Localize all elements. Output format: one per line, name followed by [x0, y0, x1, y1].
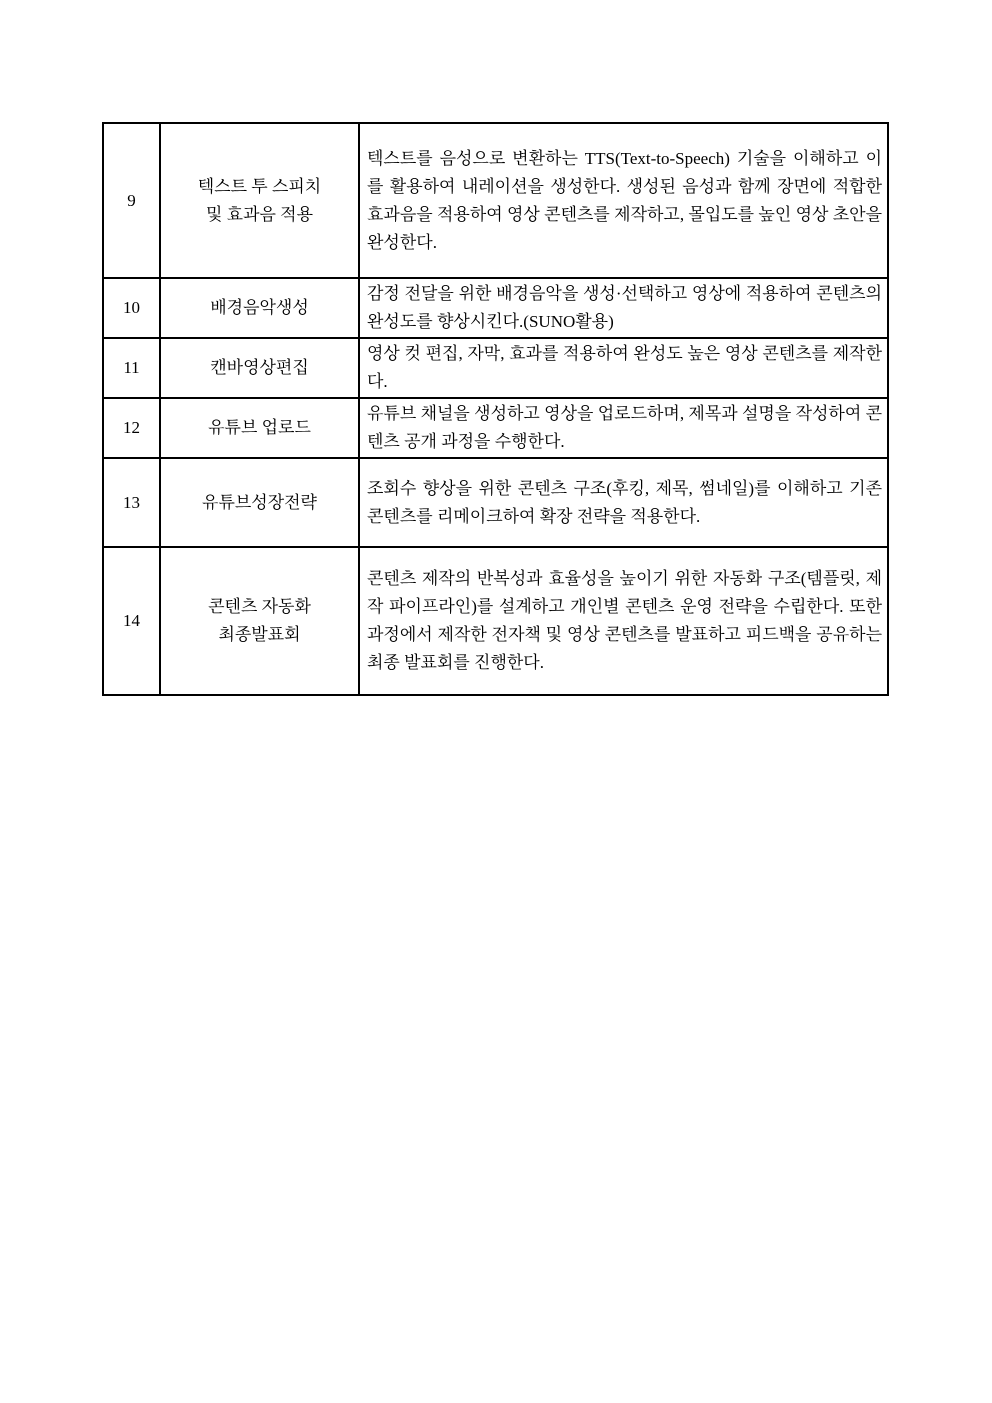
row-title-line: 최종발표회 [218, 625, 301, 644]
row-number-cell: 11 [103, 338, 160, 398]
row-number-cell: 13 [103, 458, 160, 547]
table-row [103, 338, 888, 398]
table-row [103, 398, 888, 458]
row-title-cell [160, 123, 359, 278]
row-title-line: 유튜브 업로드 [208, 418, 311, 437]
row-title-cell [160, 458, 359, 547]
table-row [103, 123, 888, 278]
row-description-cell: 콘텐츠 제작의 반복성과 효율성을 높이기 위한 자동화 구조(템플릿, 제작 파이프라인)를 설계하고 개인별 콘텐츠 운영 전략을 수립한다. 또한 과정에서 제작한 전자책 및 영상 콘텐츠를 발표하고 피드백을 공유하는 최종 발표회를 진행한다. [359, 547, 888, 695]
table-row [103, 547, 888, 695]
row-title-line: 및 효과음 적용 [205, 204, 314, 224]
row-number-cell: 9 [103, 123, 160, 278]
row-title-line: 콘텐츠 자동화 [208, 597, 311, 616]
row-title-cell [160, 547, 359, 695]
row-description-cell: 텍스트를 음성으로 변환하는 TTS(Text-to-Speech) 기술을 이해하고 이를 활용하여 내레이션을 생성한다. 생성된 음성과 함께 장면에 적합한 효과음을 적용하여 영상 콘텐츠를 제작하고, 몰입도를 높인 영상 초안을 완성한다. [359, 123, 888, 278]
row-number-cell: 10 [103, 278, 160, 338]
table-row [103, 458, 888, 547]
table-row [103, 278, 888, 338]
curriculum-table [102, 122, 889, 696]
row-title-cell [160, 338, 359, 398]
row-description-cell: 조회수 향상을 위한 콘텐츠 구조(후킹, 제목, 썸네일)를 이해하고 기존 콘텐츠를 리메이크하여 확장 전략을 적용한다. [359, 458, 888, 547]
row-number-cell: 12 [103, 398, 160, 458]
row-title-cell [160, 278, 359, 338]
row-title-line: 유튜브성장전략 [202, 492, 317, 512]
row-title-line: 텍스트 투 스피치 [197, 176, 322, 196]
row-title-line: 캔바영상편집 [210, 358, 309, 377]
row-description-cell: 감정 전달을 위한 배경음악을 생성·선택하고 영상에 적용하여 콘텐츠의 완성도를 향상시킨다.(SUNO활용) [359, 278, 888, 338]
row-title-line: 배경음악생성 [210, 298, 309, 317]
row-title-cell [160, 398, 359, 458]
curriculum-table-body [103, 123, 888, 695]
row-description-cell: 영상 컷 편집, 자막, 효과를 적용하여 완성도 높은 영상 콘텐츠를 제작한다. [359, 338, 888, 398]
row-number-cell: 14 [103, 547, 160, 695]
row-description-cell: 유튜브 채널을 생성하고 영상을 업로드하며, 제목과 설명을 작성하여 콘텐츠 공개 과정을 수행한다. [359, 398, 888, 458]
